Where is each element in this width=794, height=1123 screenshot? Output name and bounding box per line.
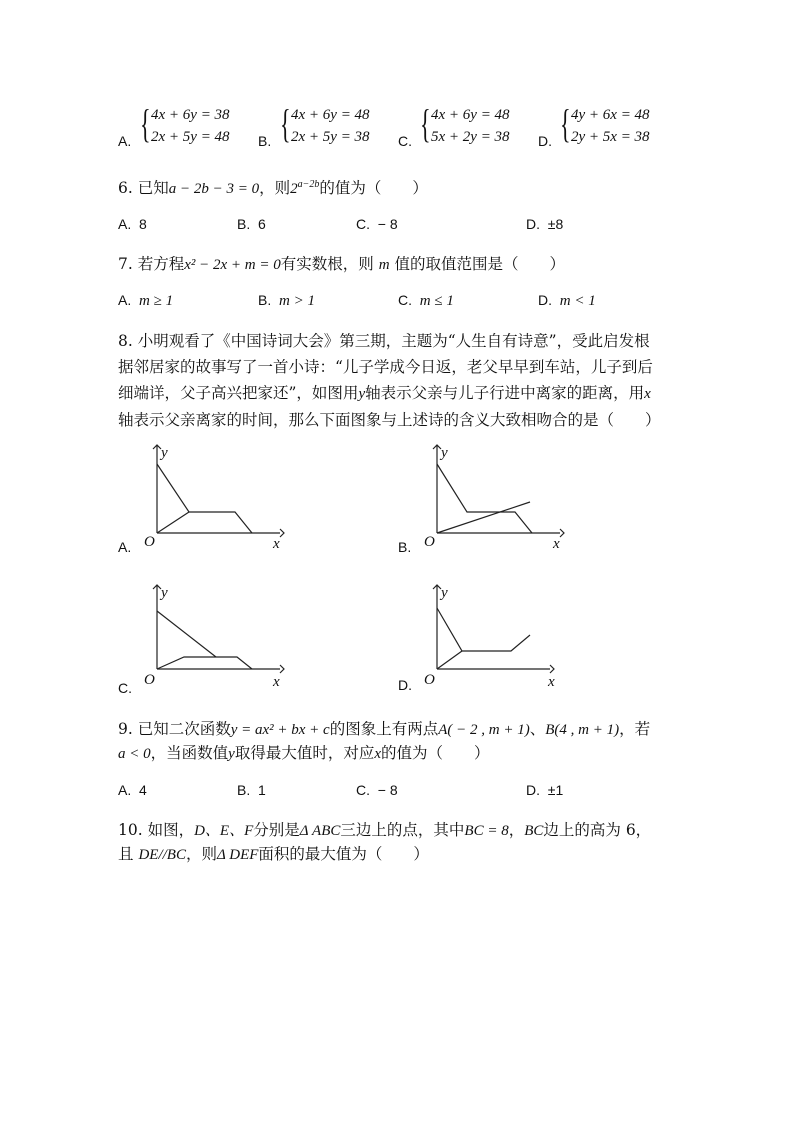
q7-stem	[118, 252, 565, 277]
q5-option-b-eq1: 4x + 6y = 48	[291, 107, 370, 123]
q5-option-d-system	[560, 101, 650, 148]
q8-graph-d-label: D.	[398, 677, 412, 693]
q5-option-c-eq2: 5x + 2y = 38	[431, 129, 510, 145]
father-path	[437, 608, 530, 651]
q9-function: y = ax² + bx + c	[230, 722, 330, 738]
x-arrow-icon	[280, 529, 284, 537]
y-axis-label: y	[441, 585, 448, 601]
x-axis-label: x	[553, 536, 560, 552]
brace-icon: {	[420, 101, 431, 146]
q7-suffix: 值的取值范围是（ ）	[394, 255, 565, 273]
q5-option-d-label: D.	[538, 133, 552, 149]
x-arrow-icon	[550, 665, 554, 673]
father-path	[157, 464, 252, 533]
q7-option-c: C. m ≤ 1	[398, 292, 454, 309]
brace-icon: {	[280, 101, 291, 146]
q9-option-c: C. − 8	[356, 782, 398, 798]
q6-option-a: A. 8	[118, 216, 147, 232]
son-path	[437, 502, 530, 533]
y-axis-label: y	[161, 445, 168, 461]
q8-stem	[118, 328, 678, 433]
q5-option-b-system	[280, 101, 370, 148]
q6-prefix: 6. 已知	[118, 179, 169, 198]
q6-mid: ，则	[259, 179, 291, 198]
q10-parallel: DE//BC	[138, 847, 186, 863]
q10-stem-line-1: 10. 如图，D、E、F分别是Δ ABC三边上的点，其中BC = 8，BC边上的高为 6，	[118, 821, 652, 839]
q5-option-d-eq1: 4y + 6x = 48	[571, 107, 650, 123]
brace-icon: {	[560, 101, 571, 146]
q6-option-d: D. ±8	[526, 216, 564, 232]
origin-label: O	[424, 672, 435, 688]
q7-mid: 有实数根，则	[280, 255, 374, 273]
q9-point-b: B(4 , m + 1)	[545, 722, 620, 738]
q9-point-a: A( − 2 , m + 1)	[438, 722, 530, 738]
q5-option-a-system	[140, 101, 230, 148]
x-arrow-icon	[560, 529, 564, 537]
brace-icon: {	[140, 101, 151, 146]
q5-option-c-eq1: 4x + 6y = 48	[431, 107, 510, 123]
q7-option-b: B. m > 1	[258, 292, 315, 309]
q5-option-d-eq2: 2y + 5x = 38	[571, 129, 650, 145]
q6-option-b: B. 6	[237, 216, 266, 232]
q10-stem-line-2: 且 DE//BC，则Δ DEF面积的最大值为（ ）	[118, 845, 429, 863]
q5-option-b-label: B.	[258, 133, 272, 149]
q8-graph-c-label: C.	[118, 680, 132, 696]
q7-option-d: D. m < 1	[538, 292, 596, 309]
y-axis-label: y	[441, 445, 448, 461]
q6-condition: a − 2b − 3 = 0	[168, 181, 260, 198]
q9-option-a: A. 4	[118, 782, 147, 798]
q9-stem-line-1: 9. 已知二次函数y = ax² + bx + c的图象上有两点A( − 2 , m + 1)、B(4 , m + 1)，若	[118, 720, 651, 738]
q8-graph-a-label: A.	[118, 539, 132, 555]
son-path	[157, 657, 252, 669]
q5-option-a-eq2: 2x + 5y = 48	[151, 129, 230, 145]
q6-option-c: C. − 8	[356, 216, 398, 232]
q7-equation: x² − 2x + m = 0	[184, 257, 281, 273]
q7-var: m	[378, 257, 390, 273]
q6-stem	[118, 173, 428, 201]
son-path	[157, 512, 189, 533]
q9-stem-line-2: a < 0，当函数值y取得最大值时，对应x的值为（ ）	[118, 744, 490, 762]
q5-option-b-eq2: 2x + 5y = 38	[291, 129, 370, 145]
son-path	[437, 651, 462, 669]
origin-label: O	[424, 534, 435, 550]
q8-graph-c	[140, 580, 290, 695]
father-path	[437, 464, 532, 533]
q7-option-a: A. m ≥ 1	[118, 292, 174, 309]
father-path	[157, 611, 216, 657]
q8-line-2: 据邻居家的故事写了一首小诗：“儿子学成今日返，老父早早到车站，儿子到后	[118, 358, 653, 376]
q8-graph-a	[140, 440, 290, 555]
x-arrow-icon	[280, 665, 284, 673]
q9-option-d: D. ±1	[526, 782, 564, 798]
q10-points: D、E、F	[194, 823, 254, 839]
q5-option-a-eq1: 4x + 6y = 38	[151, 107, 230, 123]
q5-option-c-system	[420, 101, 510, 148]
q6-expr-exponent: a−2b	[297, 179, 320, 190]
q9-option-b: B. 1	[237, 782, 266, 798]
x-axis-label: x	[273, 674, 280, 690]
q8-line-1: 8. 小明观看了《中国诗词大会》第三期，主题为“人生自有诗意”，受此启发根	[118, 332, 650, 350]
x-axis-label: x	[548, 674, 555, 690]
x-axis-label: x	[273, 536, 280, 552]
q6-suffix: 的值为（ ）	[319, 179, 428, 198]
q5-option-c-label: C.	[398, 133, 412, 149]
q5-option-a-label: A.	[118, 133, 132, 149]
q10-triangle: Δ ABC	[299, 823, 341, 839]
q9-condition: a < 0	[118, 746, 151, 762]
q6-expr-base: 2	[290, 181, 298, 198]
y-axis-label: y	[161, 585, 168, 601]
origin-label: O	[144, 672, 155, 688]
q8-line-3: 细端详，父子高兴把家还”，如图用y轴表示父亲与儿子行进中离家的距离，用x	[118, 384, 651, 402]
q8-graph-b-label: B.	[398, 539, 412, 555]
q8-line-4: 轴表示父亲离家的时间，那么下面图象与上述诗的含义大致相吻合的是（ ）	[118, 411, 661, 429]
origin-label: O	[144, 534, 155, 550]
q10-triangle-def: Δ DEF	[216, 847, 259, 863]
q7-prefix: 7. 若方程	[118, 255, 185, 273]
q8-graph-b	[420, 440, 580, 555]
q8-graph-d	[420, 580, 570, 695]
q10-bc-length: BC = 8	[464, 823, 509, 839]
